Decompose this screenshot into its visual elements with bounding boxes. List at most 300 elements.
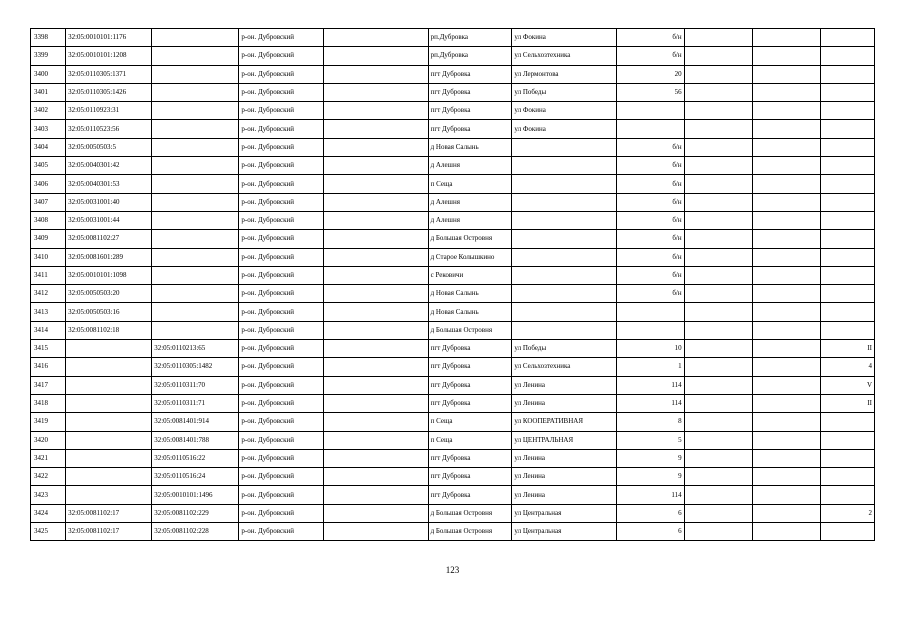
table-row bbox=[31, 47, 875, 65]
cell-extra-col: 4 bbox=[820, 358, 874, 376]
cell-blank-col bbox=[752, 193, 820, 211]
cell-district: р-он. Дубровский bbox=[239, 468, 324, 486]
cell-street bbox=[512, 321, 616, 339]
cell-locality: д Новая Салынь bbox=[428, 303, 512, 321]
table-row bbox=[31, 449, 875, 467]
table-row bbox=[31, 266, 875, 284]
cell-house-number: 6 bbox=[616, 523, 684, 541]
cell-cadastral-number bbox=[152, 266, 239, 284]
cell-blank-col bbox=[752, 211, 820, 229]
cell-house-number: б/н bbox=[616, 285, 684, 303]
cell-extra-col bbox=[820, 120, 874, 138]
cell-blank-col bbox=[752, 449, 820, 467]
cell-blank-col bbox=[324, 29, 428, 47]
cell-locality: д Алешня bbox=[428, 157, 512, 175]
cell-house-number bbox=[616, 120, 684, 138]
cell-cadastral-number: 32:05:0081102:228 bbox=[152, 523, 239, 541]
cell-district: р-он. Дубровский bbox=[239, 504, 324, 522]
cell-locality: пгт Дубровка bbox=[428, 120, 512, 138]
cell-cadastral-number bbox=[152, 211, 239, 229]
cell-district: р-он. Дубровский bbox=[239, 230, 324, 248]
cell-blank-col bbox=[324, 138, 428, 156]
cell-locality: пгт Дубровка bbox=[428, 449, 512, 467]
table-row bbox=[31, 468, 875, 486]
cell-cadastral-number: 32:05:0081401:914 bbox=[152, 413, 239, 431]
registry-table bbox=[30, 28, 875, 541]
cell-blank-col bbox=[752, 358, 820, 376]
cell-extra-col bbox=[820, 523, 874, 541]
cell-blank-col bbox=[684, 65, 752, 83]
cell-locality: д Новая Салынь bbox=[428, 138, 512, 156]
cell-cadastral-number-parent: 32:05:0081102:17 bbox=[66, 523, 152, 541]
cell-blank-col bbox=[752, 120, 820, 138]
cell-street: ул КООПЕРАТИВНАЯ bbox=[512, 413, 616, 431]
cell-cadastral-number: 32:05:0110311:70 bbox=[152, 376, 239, 394]
cell-locality: пгт Дубровка bbox=[428, 394, 512, 412]
cell-row-number: 3411 bbox=[31, 266, 66, 284]
table-body bbox=[31, 29, 875, 541]
cell-district: р-он. Дубровский bbox=[239, 340, 324, 358]
cell-cadastral-number-parent: 32:05:0081102:17 bbox=[66, 504, 152, 522]
cell-blank-col bbox=[752, 47, 820, 65]
cell-district: р-он. Дубровский bbox=[239, 47, 324, 65]
table-row bbox=[31, 303, 875, 321]
cell-extra-col bbox=[820, 266, 874, 284]
cell-extra-col bbox=[820, 83, 874, 101]
cell-blank-col bbox=[684, 413, 752, 431]
page-number: 123 bbox=[445, 565, 460, 575]
cell-blank-col bbox=[752, 413, 820, 431]
cell-blank-col bbox=[752, 504, 820, 522]
cell-cadastral-number-parent: 32:05:0031001:44 bbox=[66, 211, 152, 229]
cell-blank-col bbox=[752, 285, 820, 303]
cell-extra-col bbox=[820, 230, 874, 248]
cell-cadastral-number bbox=[152, 193, 239, 211]
cell-cadastral-number bbox=[152, 303, 239, 321]
cell-blank-col bbox=[752, 157, 820, 175]
cell-row-number: 3418 bbox=[31, 394, 66, 412]
cell-blank-col bbox=[324, 102, 428, 120]
cell-cadastral-number-parent bbox=[66, 413, 152, 431]
cell-district: р-он. Дубровский bbox=[239, 486, 324, 504]
cell-street bbox=[512, 157, 616, 175]
cell-cadastral-number-parent bbox=[66, 431, 152, 449]
cell-cadastral-number: 32:05:0110516:22 bbox=[152, 449, 239, 467]
cell-house-number: б/н bbox=[616, 157, 684, 175]
cell-extra-col bbox=[820, 138, 874, 156]
cell-cadastral-number bbox=[152, 248, 239, 266]
cell-blank-col bbox=[752, 29, 820, 47]
cell-cadastral-number bbox=[152, 230, 239, 248]
cell-cadastral-number bbox=[152, 120, 239, 138]
cell-street: ул Центральная bbox=[512, 523, 616, 541]
cell-house-number: 5 bbox=[616, 431, 684, 449]
cell-cadastral-number-parent: 32:05:0010101:1208 bbox=[66, 47, 152, 65]
cell-cadastral-number-parent: 32:05:0081102:18 bbox=[66, 321, 152, 339]
cell-locality: д Большая Островня bbox=[428, 321, 512, 339]
cell-locality: д Большая Островня bbox=[428, 230, 512, 248]
cell-row-number: 3413 bbox=[31, 303, 66, 321]
cell-cadastral-number-parent bbox=[66, 468, 152, 486]
cell-street: ул Победы bbox=[512, 340, 616, 358]
cell-locality: пгт Дубровка bbox=[428, 65, 512, 83]
cell-cadastral-number-parent: 32:05:0050503:5 bbox=[66, 138, 152, 156]
cell-locality: пгт Дубровка bbox=[428, 376, 512, 394]
cell-row-number: 3403 bbox=[31, 120, 66, 138]
cell-cadastral-number-parent bbox=[66, 358, 152, 376]
table-row bbox=[31, 248, 875, 266]
cell-blank-col bbox=[324, 340, 428, 358]
cell-blank-col bbox=[684, 83, 752, 101]
cell-extra-col bbox=[820, 449, 874, 467]
table-row bbox=[31, 65, 875, 83]
cell-cadastral-number bbox=[152, 157, 239, 175]
table-row bbox=[31, 285, 875, 303]
table-row bbox=[31, 340, 875, 358]
cell-cadastral-number bbox=[152, 29, 239, 47]
cell-extra-col bbox=[820, 431, 874, 449]
cell-district: р-он. Дубровский bbox=[239, 523, 324, 541]
table-row bbox=[31, 431, 875, 449]
cell-blank-col bbox=[684, 157, 752, 175]
cell-house-number: 56 bbox=[616, 83, 684, 101]
cell-locality: д Новая Салынь bbox=[428, 285, 512, 303]
cell-cadastral-number: 32:05:0110516:24 bbox=[152, 468, 239, 486]
cell-blank-col bbox=[752, 431, 820, 449]
cell-blank-col bbox=[324, 83, 428, 101]
cell-extra-col: V bbox=[820, 376, 874, 394]
cell-cadastral-number-parent bbox=[66, 376, 152, 394]
cell-district: р-он. Дубровский bbox=[239, 431, 324, 449]
cell-district: р-он. Дубровский bbox=[239, 175, 324, 193]
cell-blank-col bbox=[684, 358, 752, 376]
cell-blank-col bbox=[684, 47, 752, 65]
cell-row-number: 3414 bbox=[31, 321, 66, 339]
cell-blank-col bbox=[684, 449, 752, 467]
cell-cadastral-number bbox=[152, 65, 239, 83]
cell-locality: пгт Дубровка bbox=[428, 486, 512, 504]
cell-house-number bbox=[616, 303, 684, 321]
table-row bbox=[31, 358, 875, 376]
cell-row-number: 3415 bbox=[31, 340, 66, 358]
cell-blank-col bbox=[684, 175, 752, 193]
cell-cadastral-number: 32:05:0081102:229 bbox=[152, 504, 239, 522]
cell-extra-col bbox=[820, 248, 874, 266]
cell-row-number: 3405 bbox=[31, 157, 66, 175]
table-row bbox=[31, 321, 875, 339]
cell-extra-col bbox=[820, 486, 874, 504]
cell-cadastral-number bbox=[152, 47, 239, 65]
cell-house-number: б/н bbox=[616, 266, 684, 284]
cell-row-number: 3408 bbox=[31, 211, 66, 229]
cell-blank-col bbox=[684, 266, 752, 284]
cell-blank-col bbox=[752, 340, 820, 358]
cell-row-number: 3401 bbox=[31, 83, 66, 101]
cell-extra-col bbox=[820, 285, 874, 303]
cell-row-number: 3412 bbox=[31, 285, 66, 303]
table-row bbox=[31, 157, 875, 175]
cell-house-number: 114 bbox=[616, 394, 684, 412]
cell-extra-col bbox=[820, 157, 874, 175]
cell-row-number: 3410 bbox=[31, 248, 66, 266]
cell-row-number: 3399 bbox=[31, 47, 66, 65]
cell-blank-col bbox=[752, 321, 820, 339]
cell-blank-col bbox=[684, 248, 752, 266]
cell-street: ул Фокина bbox=[512, 120, 616, 138]
cell-blank-col bbox=[324, 157, 428, 175]
cell-cadastral-number-parent bbox=[66, 486, 152, 504]
cell-cadastral-number: 32:05:0081401:788 bbox=[152, 431, 239, 449]
table-row bbox=[31, 83, 875, 101]
cell-house-number: 8 bbox=[616, 413, 684, 431]
cell-district: р-он. Дубровский bbox=[239, 321, 324, 339]
cell-street bbox=[512, 175, 616, 193]
cell-blank-col bbox=[752, 83, 820, 101]
cell-blank-col bbox=[684, 504, 752, 522]
cell-blank-col bbox=[752, 468, 820, 486]
cell-blank-col bbox=[684, 29, 752, 47]
cell-district: р-он. Дубровский bbox=[239, 413, 324, 431]
cell-extra-col bbox=[820, 102, 874, 120]
cell-blank-col bbox=[752, 175, 820, 193]
cell-street: ул Фокина bbox=[512, 29, 616, 47]
cell-district: р-он. Дубровский bbox=[239, 138, 324, 156]
cell-locality: пгт Дубровка bbox=[428, 358, 512, 376]
cell-district: р-он. Дубровский bbox=[239, 120, 324, 138]
cell-extra-col: 2 bbox=[820, 504, 874, 522]
cell-street bbox=[512, 138, 616, 156]
table-row bbox=[31, 102, 875, 120]
cell-blank-col bbox=[752, 248, 820, 266]
cell-house-number: б/н bbox=[616, 248, 684, 266]
cell-district: р-он. Дубровский bbox=[239, 358, 324, 376]
cell-blank-col bbox=[684, 321, 752, 339]
cell-cadastral-number-parent: 32:05:0031001:40 bbox=[66, 193, 152, 211]
cell-cadastral-number-parent bbox=[66, 340, 152, 358]
cell-district: р-он. Дубровский bbox=[239, 83, 324, 101]
cell-row-number: 3422 bbox=[31, 468, 66, 486]
cell-cadastral-number-parent: 32:05:0010101:1098 bbox=[66, 266, 152, 284]
cell-street: ул Лермонтова bbox=[512, 65, 616, 83]
cell-house-number: б/н bbox=[616, 230, 684, 248]
cell-cadastral-number-parent: 32:05:0040301:53 bbox=[66, 175, 152, 193]
cell-blank-col bbox=[324, 248, 428, 266]
table-row bbox=[31, 175, 875, 193]
cell-house-number: б/н bbox=[616, 193, 684, 211]
cell-district: р-он. Дубровский bbox=[239, 266, 324, 284]
cell-blank-col bbox=[324, 303, 428, 321]
cell-row-number: 3407 bbox=[31, 193, 66, 211]
cell-blank-col bbox=[752, 138, 820, 156]
cell-street bbox=[512, 285, 616, 303]
cell-cadastral-number-parent: 32:05:0110923:31 bbox=[66, 102, 152, 120]
cell-street bbox=[512, 230, 616, 248]
cell-row-number: 3417 bbox=[31, 376, 66, 394]
cell-blank-col bbox=[752, 65, 820, 83]
cell-locality: рп.Дубровка bbox=[428, 29, 512, 47]
cell-street: ул Ленина bbox=[512, 394, 616, 412]
cell-blank-col bbox=[324, 321, 428, 339]
cell-row-number: 3423 bbox=[31, 486, 66, 504]
cell-blank-col bbox=[324, 358, 428, 376]
cell-blank-col bbox=[752, 376, 820, 394]
cell-blank-col bbox=[752, 266, 820, 284]
cell-blank-col bbox=[324, 120, 428, 138]
cell-cadastral-number-parent: 32:05:0010101:1176 bbox=[66, 29, 152, 47]
cell-district: р-он. Дубровский bbox=[239, 303, 324, 321]
cell-blank-col bbox=[684, 138, 752, 156]
cell-row-number: 3424 bbox=[31, 504, 66, 522]
cell-blank-col bbox=[684, 523, 752, 541]
cell-cadastral-number-parent: 32:05:0110523:56 bbox=[66, 120, 152, 138]
cell-blank-col bbox=[324, 266, 428, 284]
cell-cadastral-number: 32:05:0110305:1482 bbox=[152, 358, 239, 376]
cell-extra-col bbox=[820, 29, 874, 47]
cell-street: ул Ленина bbox=[512, 486, 616, 504]
cell-cadastral-number-parent bbox=[66, 394, 152, 412]
cell-cadastral-number bbox=[152, 138, 239, 156]
cell-cadastral-number-parent bbox=[66, 449, 152, 467]
cell-district: р-он. Дубровский bbox=[239, 211, 324, 229]
cell-house-number: 10 bbox=[616, 340, 684, 358]
cell-extra-col bbox=[820, 468, 874, 486]
cell-blank-col bbox=[752, 102, 820, 120]
cell-cadastral-number-parent: 32:05:0110305:1426 bbox=[66, 83, 152, 101]
cell-house-number: 114 bbox=[616, 486, 684, 504]
cell-district: р-он. Дубровский bbox=[239, 193, 324, 211]
cell-locality: д Старое Колышкино bbox=[428, 248, 512, 266]
cell-extra-col bbox=[820, 303, 874, 321]
cell-locality: пгт Дубровка bbox=[428, 340, 512, 358]
cell-house-number: 20 bbox=[616, 65, 684, 83]
table-row bbox=[31, 394, 875, 412]
cell-locality: д Большая Островня bbox=[428, 523, 512, 541]
cell-row-number: 3404 bbox=[31, 138, 66, 156]
cell-district: р-он. Дубровский bbox=[239, 102, 324, 120]
cell-blank-col bbox=[324, 211, 428, 229]
cell-blank-col bbox=[684, 431, 752, 449]
cell-blank-col bbox=[324, 431, 428, 449]
cell-street: ул Центральная bbox=[512, 504, 616, 522]
cell-district: р-он. Дубровский bbox=[239, 449, 324, 467]
table-row bbox=[31, 211, 875, 229]
table-row bbox=[31, 29, 875, 47]
cell-cadastral-number bbox=[152, 285, 239, 303]
cell-blank-col bbox=[752, 303, 820, 321]
cell-cadastral-number-parent: 32:05:0050503:20 bbox=[66, 285, 152, 303]
cell-blank-col bbox=[324, 47, 428, 65]
cell-locality: п Сеща bbox=[428, 431, 512, 449]
table-row bbox=[31, 413, 875, 431]
cell-cadastral-number-parent: 32:05:0110305:1371 bbox=[66, 65, 152, 83]
cell-house-number: б/н bbox=[616, 29, 684, 47]
cell-cadastral-number-parent: 32:05:0081102:27 bbox=[66, 230, 152, 248]
cell-blank-col bbox=[752, 394, 820, 412]
cell-blank-col bbox=[684, 303, 752, 321]
cell-blank-col bbox=[324, 376, 428, 394]
cell-cadastral-number bbox=[152, 175, 239, 193]
cell-extra-col bbox=[820, 175, 874, 193]
cell-blank-col bbox=[684, 285, 752, 303]
cell-cadastral-number: 32:05:0110311:71 bbox=[152, 394, 239, 412]
cell-house-number: 6 bbox=[616, 504, 684, 522]
cell-blank-col bbox=[684, 468, 752, 486]
cell-street bbox=[512, 193, 616, 211]
cell-blank-col bbox=[324, 523, 428, 541]
cell-street: ул Сельхозтехника bbox=[512, 358, 616, 376]
cell-blank-col bbox=[684, 340, 752, 358]
cell-house-number: 1 bbox=[616, 358, 684, 376]
cell-row-number: 3398 bbox=[31, 29, 66, 47]
cell-row-number: 3400 bbox=[31, 65, 66, 83]
cell-row-number: 3420 bbox=[31, 431, 66, 449]
cell-blank-col bbox=[324, 468, 428, 486]
cell-blank-col bbox=[324, 285, 428, 303]
table-row bbox=[31, 486, 875, 504]
cell-extra-col bbox=[820, 65, 874, 83]
cell-cadastral-number: 32:05:0110213:65 bbox=[152, 340, 239, 358]
cell-blank-col bbox=[324, 486, 428, 504]
cell-blank-col bbox=[324, 504, 428, 522]
cell-blank-col bbox=[324, 65, 428, 83]
cell-blank-col bbox=[684, 193, 752, 211]
cell-row-number: 3416 bbox=[31, 358, 66, 376]
cell-street: ул Победы bbox=[512, 83, 616, 101]
cell-house-number: б/н bbox=[616, 175, 684, 193]
cell-house-number: 114 bbox=[616, 376, 684, 394]
cell-blank-col bbox=[324, 449, 428, 467]
table-row bbox=[31, 138, 875, 156]
cell-locality: д Алешня bbox=[428, 211, 512, 229]
table-row bbox=[31, 193, 875, 211]
cell-blank-col bbox=[324, 193, 428, 211]
cell-cadastral-number-parent: 32:05:0040301:42 bbox=[66, 157, 152, 175]
cell-district: р-он. Дубровский bbox=[239, 394, 324, 412]
cell-district: р-он. Дубровский bbox=[239, 65, 324, 83]
cell-district: р-он. Дубровский bbox=[239, 248, 324, 266]
cell-district: р-он. Дубровский bbox=[239, 157, 324, 175]
cell-blank-col bbox=[324, 175, 428, 193]
cell-locality: п Сеща bbox=[428, 413, 512, 431]
cell-extra-col bbox=[820, 211, 874, 229]
cell-extra-col: II bbox=[820, 340, 874, 358]
cell-street bbox=[512, 303, 616, 321]
cell-cadastral-number bbox=[152, 321, 239, 339]
cell-blank-col bbox=[684, 376, 752, 394]
cell-blank-col bbox=[324, 230, 428, 248]
cell-street: ул Ленина bbox=[512, 376, 616, 394]
cell-blank-col bbox=[684, 486, 752, 504]
cell-row-number: 3406 bbox=[31, 175, 66, 193]
cell-blank-col bbox=[752, 486, 820, 504]
cell-cadastral-number bbox=[152, 83, 239, 101]
cell-locality: д Большая Островня bbox=[428, 504, 512, 522]
cell-extra-col: II bbox=[820, 394, 874, 412]
cell-house-number: 9 bbox=[616, 468, 684, 486]
cell-street: ул Сельхозтехника bbox=[512, 47, 616, 65]
cell-blank-col bbox=[324, 413, 428, 431]
cell-extra-col bbox=[820, 47, 874, 65]
cell-house-number: б/н bbox=[616, 47, 684, 65]
cell-blank-col bbox=[752, 523, 820, 541]
cell-district: р-он. Дубровский bbox=[239, 376, 324, 394]
cell-street: ул ЦЕНТРАЛЬНАЯ bbox=[512, 431, 616, 449]
table-row bbox=[31, 120, 875, 138]
cell-cadastral-number-parent: 32:05:0081601:289 bbox=[66, 248, 152, 266]
table-row bbox=[31, 230, 875, 248]
cell-row-number: 3419 bbox=[31, 413, 66, 431]
cell-row-number: 3425 bbox=[31, 523, 66, 541]
